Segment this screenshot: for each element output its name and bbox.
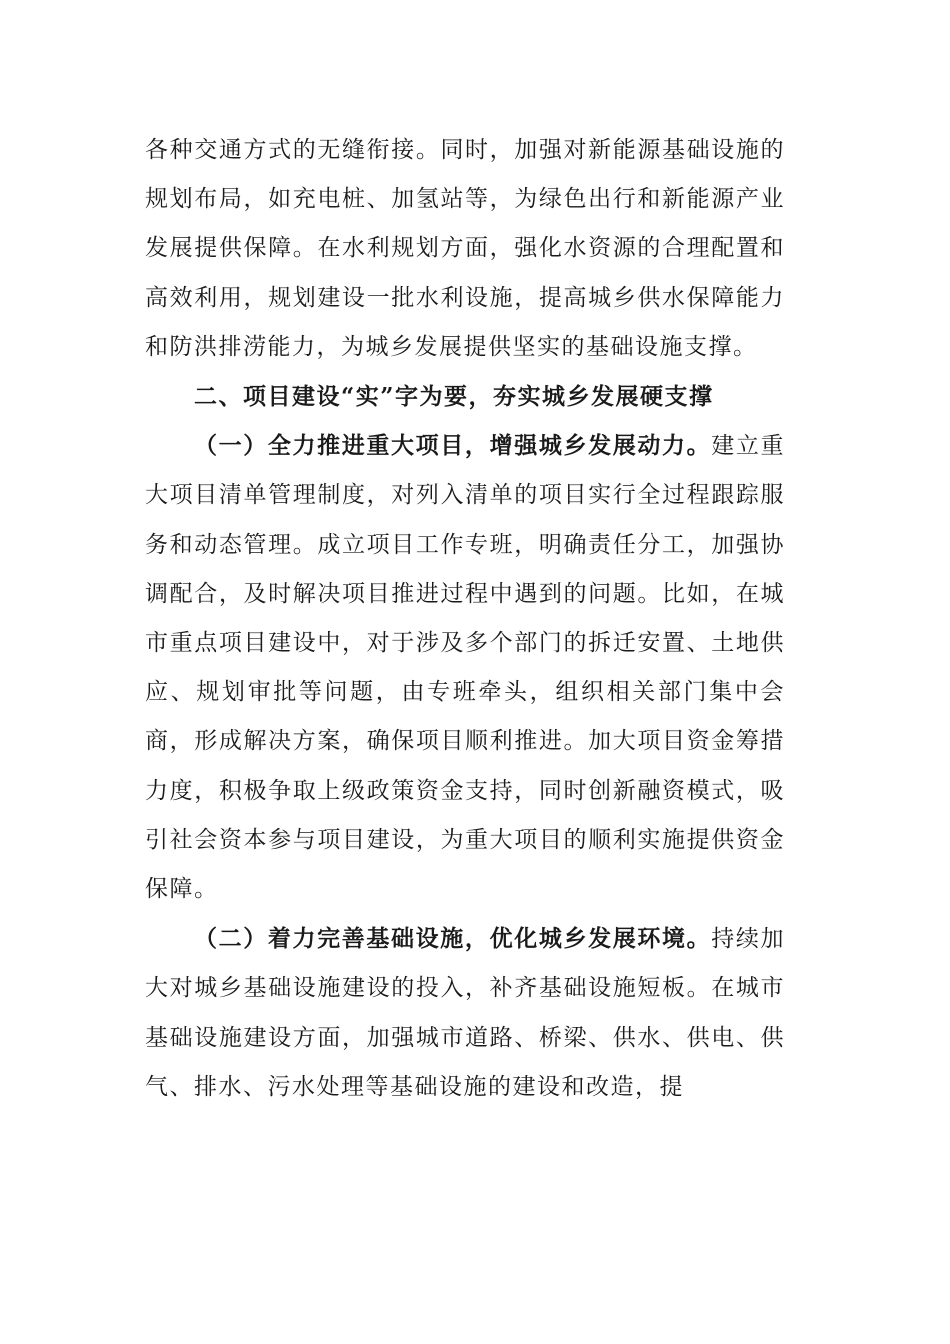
paragraph-item-2 <box>145 914 785 1112</box>
document-body <box>145 126 785 1112</box>
paragraph-item-1 <box>145 421 785 914</box>
paragraph-intro: 各种交通方式的无缝衔接。同时，加强对新能源基础设施的规划布局，如充电桩、加氢站等，为绿色出行和新能源产业发展提供保障。在水利规划方面，强化水资源的合理配置和高效利用，规划建设一批水利设施，提高城乡供水保障能力和防洪排涝能力，为城乡发展提供坚实的基础设施支撑。 <box>145 137 785 360</box>
item-2-lead: （二）着力完善基础设施，优化城乡发展环境。 <box>194 925 712 953</box>
item-1-text: 建立重大项目清单管理制度，对列入清单的项目实行全过程跟踪服务和动态管理。成立项目工作专班，明确责任分工，加强协调配合，及时解决项目推进过程中遇到的问题。比如，在城市重点项目建设中，对于涉及多个部门的拆迁安置、土地供应、规划审批等问题，由专班牵头，组织相关部门集中会商，形成解决方案，确保项目顺利推进。加大项目资金筹措力度，积极争取上级政策资金支持，同时创新融资模式，吸引社会资本参与项目建设，为重大项目的顺利实施提供资金保障。 <box>145 433 786 903</box>
item-1-lead: （一）全力推进重大项目，增强城乡发展动力。 <box>194 432 712 460</box>
item-2-text: 持续加大对城乡基础设施建设的投入，补齐基础设施短板。在城市基础设施建设方面，加强城市道路、桥梁、供水、供电、供气、排水、污水处理等基础设施的建设和改造，提 <box>145 926 786 1100</box>
section-heading: 二、项目建设“实”字为要，夯实城乡发展硬支撑 <box>194 383 714 411</box>
